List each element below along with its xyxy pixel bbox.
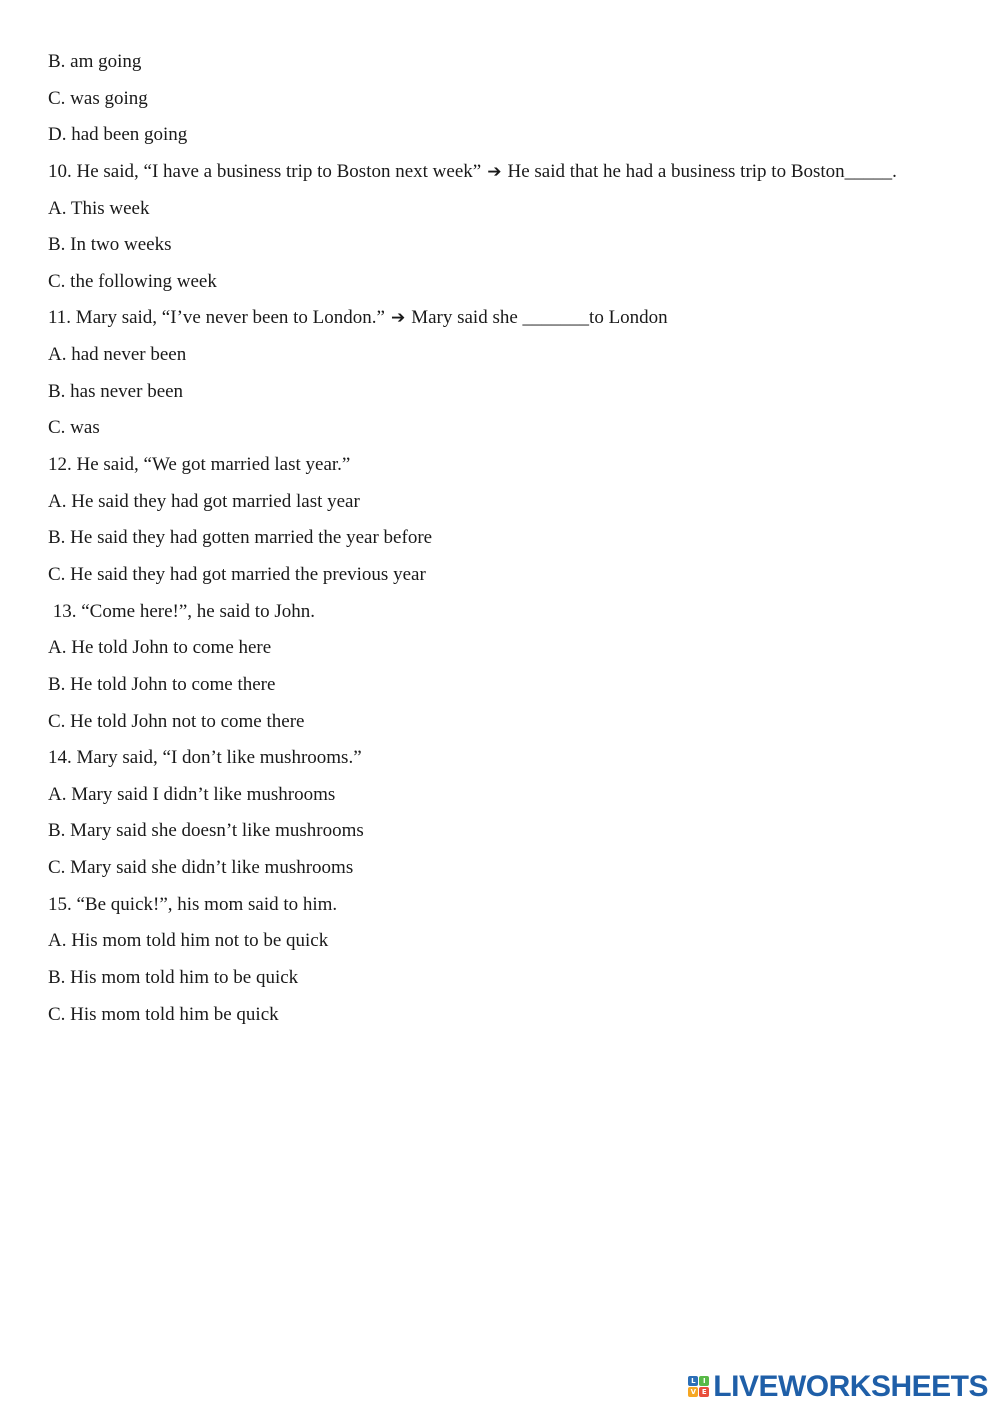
option-line — [48, 337, 968, 374]
logo-mark-square: I — [699, 1376, 709, 1386]
q14-option-a: A. Mary said I didn’t like mushrooms — [48, 783, 336, 805]
q11-option-c: C. was — [48, 417, 100, 439]
option-line — [48, 813, 968, 850]
q9-option-d: D. had been going — [48, 124, 188, 146]
q11-option-b: B. has never been — [48, 380, 184, 402]
option-line — [48, 410, 968, 447]
q11-option-a: A. had never been — [48, 344, 187, 366]
q12-option-a: A. He said they had got married last year — [48, 490, 360, 512]
option-line — [48, 44, 968, 81]
option-line — [48, 117, 968, 154]
option-line — [48, 227, 968, 264]
q14-prompt: 14. Mary said, “I don’t like mushrooms.” — [48, 747, 362, 769]
q10-option-b: B. In two weeks — [48, 234, 172, 256]
option-line — [48, 667, 968, 704]
option-line — [48, 484, 968, 521]
option-line — [48, 264, 968, 301]
q14-option-b: B. Mary said she doesn’t like mushrooms — [48, 820, 364, 842]
q10-option-a: A. This week — [48, 197, 150, 219]
logo-mark-square: E — [699, 1387, 709, 1397]
q15-option-b: B. His mom told him to be quick — [48, 967, 299, 989]
q15-option-a: A. His mom told him not to be quick — [48, 930, 329, 952]
right-arrow-icon: ➔ — [487, 161, 502, 182]
q13-prompt: 13. “Come here!”, he said to John. — [48, 600, 315, 622]
q13-option-b: B. He told John to come there — [48, 673, 276, 695]
liveworksheets-logo-mark-icon — [688, 1375, 710, 1399]
question-line-13 — [48, 594, 968, 631]
question-line-15 — [48, 887, 968, 924]
option-line — [48, 374, 968, 411]
option-line — [48, 630, 968, 667]
q12-prompt: 12. He said, “We got married last year.” — [48, 454, 351, 476]
option-line — [48, 81, 968, 118]
q10-prompt: 10. He said, “I have a business trip to Boston next week” — [48, 160, 482, 182]
q9-option-b: B. am going — [48, 51, 142, 72]
q13-option-c: C. He told John not to come there — [48, 710, 305, 732]
q12-option-b: B. He said they had gotten married the year before — [48, 527, 433, 549]
q10-option-c: C. the following week — [48, 270, 217, 292]
q14-option-c: C. Mary said she didn’t like mushrooms — [48, 857, 354, 879]
worksheet-body — [48, 44, 968, 1033]
question-line-12 — [48, 447, 968, 484]
option-line — [48, 557, 968, 594]
q9-option-c: C. was going — [48, 87, 148, 109]
question-line-10 — [48, 154, 968, 191]
option-line — [48, 850, 968, 887]
right-arrow-icon: ➔ — [390, 308, 406, 329]
option-line — [48, 777, 968, 814]
q10-reported: He said that he had a business trip to Boston_____. — [507, 160, 897, 182]
liveworksheets-logo[interactable] — [688, 1372, 988, 1402]
logo-mark-square: L — [688, 1376, 698, 1386]
option-line — [48, 923, 968, 960]
logo-mark-square: V — [688, 1387, 698, 1397]
option-line — [48, 960, 968, 997]
option-line — [48, 704, 968, 741]
option-line — [48, 997, 968, 1034]
liveworksheets-logo-text: LIVEWORKSHEETS — [713, 1370, 988, 1403]
q15-prompt: 15. “Be quick!”, his mom said to him. — [48, 893, 338, 915]
q15-option-c: C. His mom told him be quick — [48, 1003, 279, 1025]
option-line — [48, 520, 968, 557]
option-line — [48, 191, 968, 228]
question-line-14 — [48, 740, 968, 777]
q12-option-c: C. He said they had got married the previous year — [48, 563, 426, 585]
q11-prompt: 11. Mary said, “I’ve never been to London.” — [48, 307, 385, 329]
question-line-11 — [48, 300, 968, 337]
q13-option-a: A. He told John to come here — [48, 637, 272, 659]
q11-reported: Mary said she _______to London — [411, 307, 668, 329]
